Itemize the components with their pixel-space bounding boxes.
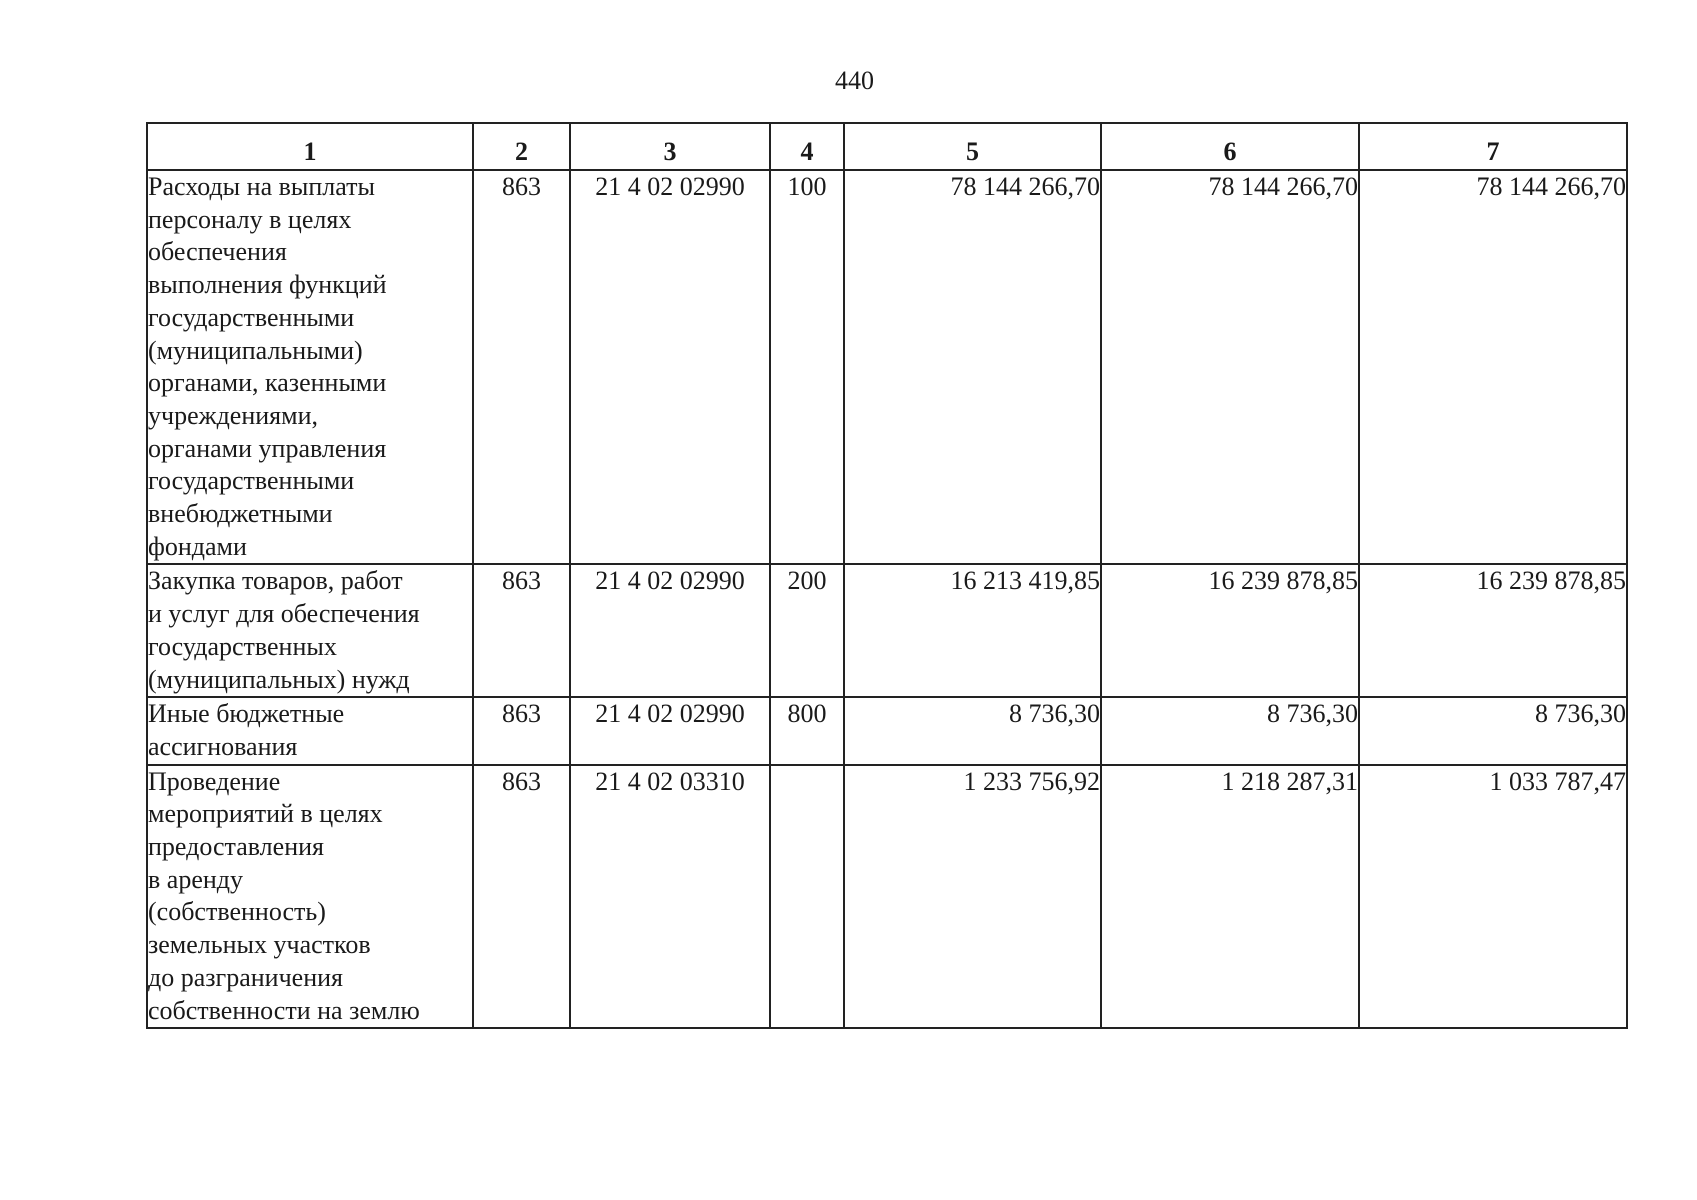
description-line: внебюджетными — [148, 499, 333, 529]
row-description — [147, 170, 473, 564]
amount-column-6: 1 218 287,31 — [1101, 765, 1359, 1029]
column-header-4: 4 — [770, 123, 844, 170]
target-article-code: 21 4 02 02990 — [570, 564, 770, 697]
row-description — [147, 697, 473, 764]
column-header-5: 5 — [844, 123, 1101, 170]
amount-column-6: 78 144 266,70 — [1101, 170, 1359, 564]
amount-column-5: 16 213 419,85 — [844, 564, 1101, 697]
description-line: и услуг для обеспечения — [148, 599, 420, 629]
target-article-code: 21 4 02 02990 — [570, 697, 770, 764]
header-row — [147, 123, 1627, 170]
ministry-code: 863 — [473, 765, 570, 1029]
amount-column-7: 78 144 266,70 — [1359, 170, 1627, 564]
amount-column-5: 8 736,30 — [844, 697, 1101, 764]
description-line: (муниципальных) нужд — [148, 664, 410, 694]
target-article-code: 21 4 02 02990 — [570, 170, 770, 564]
description-line: в аренду — [148, 864, 243, 894]
expense-type-code: 800 — [770, 697, 844, 764]
description-line: (муниципальными) — [148, 335, 363, 365]
table-row — [147, 697, 1627, 764]
description-line: до разграничения — [148, 962, 343, 992]
row-description — [147, 564, 473, 697]
target-article-code: 21 4 02 03310 — [570, 765, 770, 1029]
description-line: органами, казенными — [148, 368, 387, 398]
amount-column-5: 1 233 756,92 — [844, 765, 1101, 1029]
table-row — [147, 564, 1627, 697]
column-header-6: 6 — [1101, 123, 1359, 170]
expense-type-code: 200 — [770, 564, 844, 697]
description-line: учреждениями, — [148, 400, 319, 430]
amount-column-6: 8 736,30 — [1101, 697, 1359, 764]
column-header-7: 7 — [1359, 123, 1627, 170]
amount-column-7: 16 239 878,85 — [1359, 564, 1627, 697]
table-body — [147, 170, 1627, 1028]
column-header-3: 3 — [570, 123, 770, 170]
ministry-code: 863 — [473, 697, 570, 764]
description-line: ассигнования — [148, 731, 298, 761]
description-line: мероприятий в целях — [148, 799, 383, 829]
description-line: предоставления — [148, 832, 324, 862]
description-line: государственных — [148, 631, 337, 661]
amount-column-7: 8 736,30 — [1359, 697, 1627, 764]
ministry-code: 863 — [473, 564, 570, 697]
ministry-code: 863 — [473, 170, 570, 564]
description-line: выполнения функций — [148, 270, 387, 300]
description-line: фондами — [148, 531, 247, 561]
amount-column-6: 16 239 878,85 — [1101, 564, 1359, 697]
description-line: собственности на землю — [148, 995, 420, 1025]
description-line: (собственность) — [148, 897, 326, 927]
page-number: 440 — [835, 66, 874, 95]
amount-column-7: 1 033 787,47 — [1359, 765, 1627, 1029]
expense-type-code: 100 — [770, 170, 844, 564]
expense-type-code — [770, 765, 844, 1029]
column-header-1: 1 — [147, 123, 473, 170]
budget-table — [146, 122, 1628, 1029]
column-header-2: 2 — [473, 123, 570, 170]
description-line: Проведение — [148, 766, 281, 796]
table-row — [147, 170, 1627, 564]
description-line: обеспечения — [148, 237, 287, 267]
description-line: Закупка товаров, работ — [148, 566, 403, 596]
description-line: государственными — [148, 302, 355, 332]
row-description — [147, 765, 473, 1029]
description-line: государственными — [148, 466, 355, 496]
description-line: земельных участков — [148, 930, 371, 960]
table-row — [147, 765, 1627, 1029]
description-line: персоналу в целях — [148, 204, 352, 234]
amount-column-5: 78 144 266,70 — [844, 170, 1101, 564]
description-line: Расходы на выплаты — [148, 172, 375, 201]
description-line: Иные бюджетные — [148, 699, 345, 729]
description-line: органами управления — [148, 433, 387, 463]
